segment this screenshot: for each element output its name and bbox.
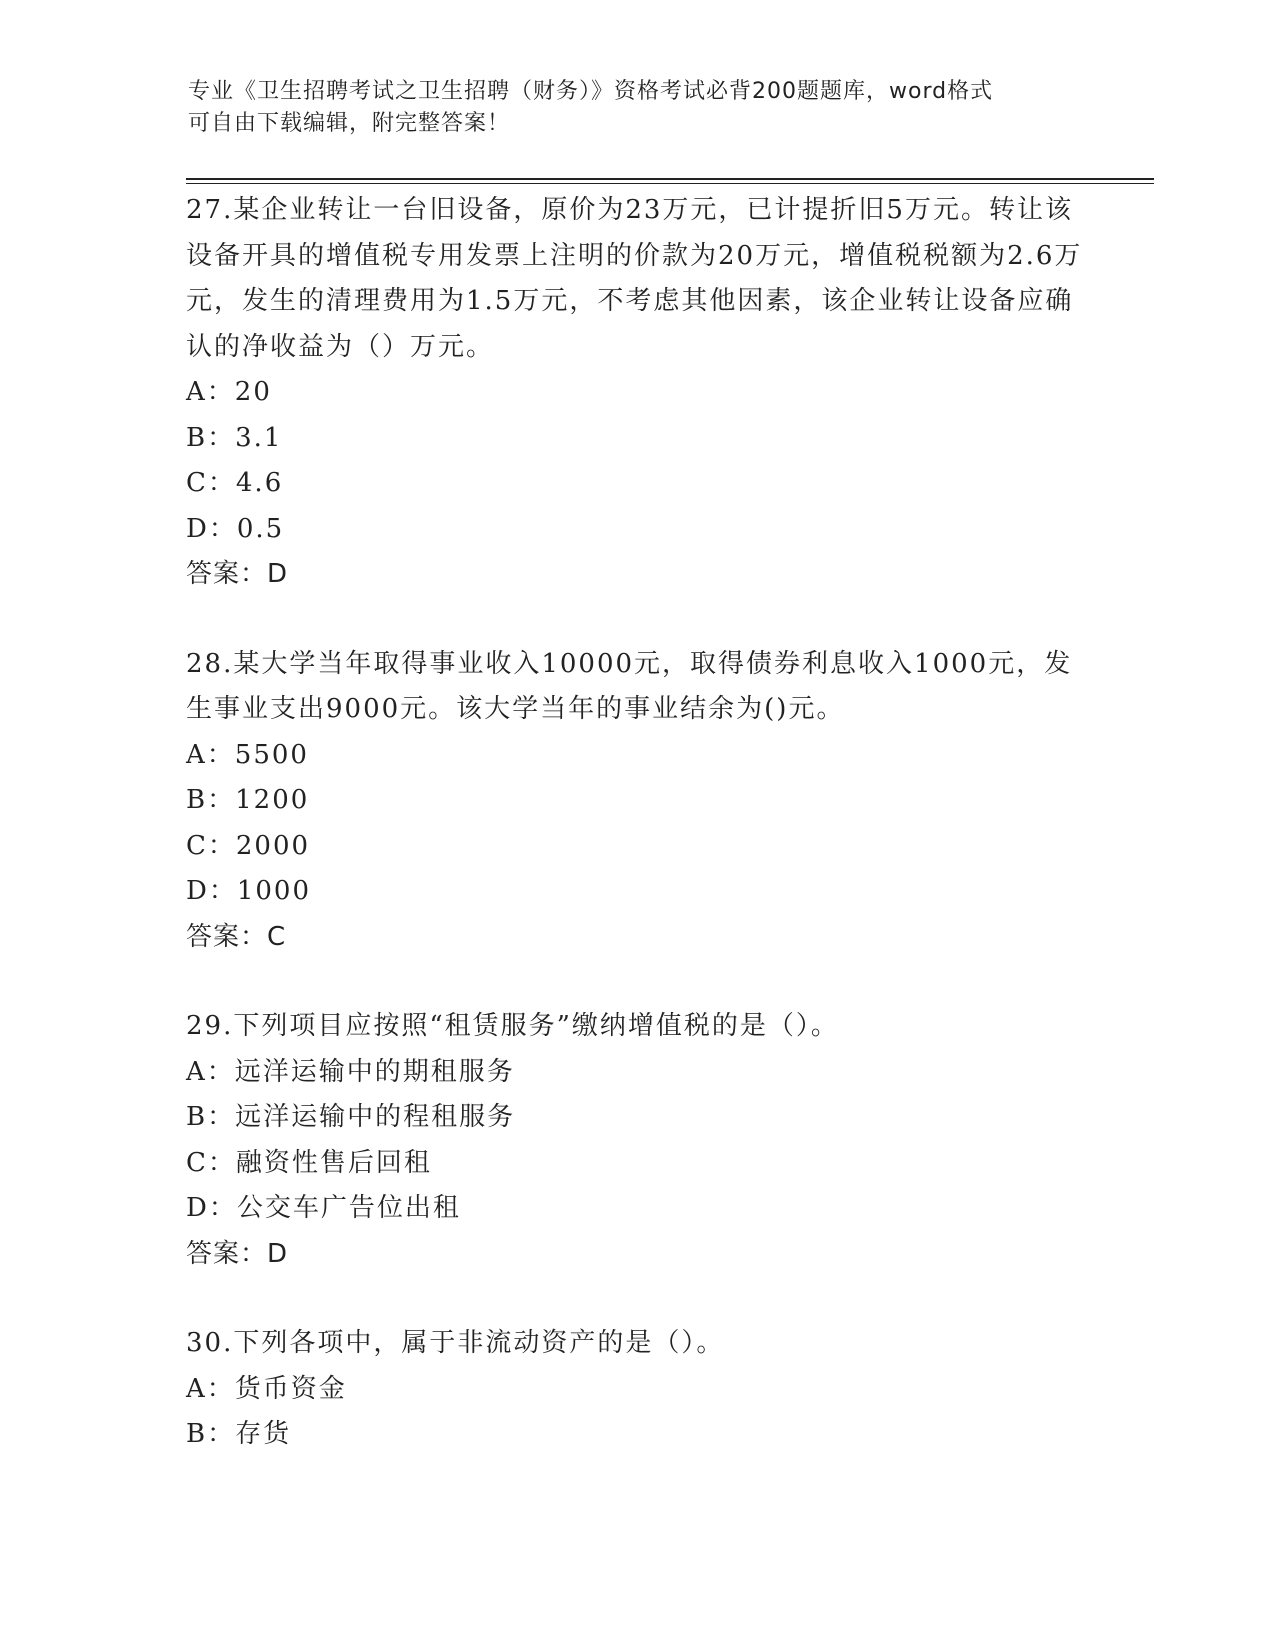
option-a: A：20 xyxy=(186,377,272,407)
question-30 xyxy=(186,1321,1086,1458)
option-c: C：2000 xyxy=(186,830,311,861)
option-a: A：远洋运输中的期租服务 xyxy=(186,1056,515,1087)
document-header xyxy=(188,76,1068,140)
question-stem: 30.下列各项中，属于非流动资产的是（）。 xyxy=(186,1328,725,1358)
header-line-2: 可自由下载编辑，附完整答案！ xyxy=(188,111,511,136)
option-b: B：存货 xyxy=(186,1419,292,1449)
answer: 答案：C xyxy=(186,921,287,952)
question-stem: 27.某企业转让一台旧设备，原价为23万元，已计提折旧5万元。转让该设备开具的增值税专用发票上注明的价款为20万元，增值税税额为2.6万元，发生的清理费用为1.5万元，不考虑其他因素，该企业转让设备应确认的净收益为（）万元。 xyxy=(186,195,1083,362)
question-29 xyxy=(186,1004,1086,1277)
option-b: B：3.1 xyxy=(186,422,283,453)
option-b: B：远洋运输中的程租服务 xyxy=(186,1102,516,1132)
option-c: C：融资性售后回租 xyxy=(186,1147,432,1178)
question-stem: 28.某大学当年取得事业收入10000元，取得债券利息收入1000元，发生事业支出9000元。该大学当年的事业结余为()元。 xyxy=(186,648,1073,724)
question-list xyxy=(186,188,1086,1502)
option-d: D：0.5 xyxy=(186,513,285,544)
header-line-1: 专业《卫生招聘考试之卫生招聘（财务）》资格考试必背200题题库，word格式 xyxy=(188,79,994,104)
option-d: D：公交车广告位出租 xyxy=(186,1193,461,1223)
answer: 答案：D xyxy=(186,559,289,589)
option-a: A：5500 xyxy=(186,739,309,770)
question-stem: 29.下列项目应按照“租赁服务”缴纳增值税的是（）。 xyxy=(186,1011,839,1041)
header-divider-thick xyxy=(186,178,1154,180)
header-divider-thin xyxy=(186,183,1154,184)
question-27 xyxy=(186,188,1086,598)
option-a: A：货币资金 xyxy=(186,1373,347,1404)
answer: 答案：D xyxy=(186,1238,289,1269)
option-d: D：1000 xyxy=(186,876,312,906)
option-c: C：4.6 xyxy=(186,468,284,498)
question-28 xyxy=(186,642,1086,961)
option-b: B：1200 xyxy=(186,785,310,815)
